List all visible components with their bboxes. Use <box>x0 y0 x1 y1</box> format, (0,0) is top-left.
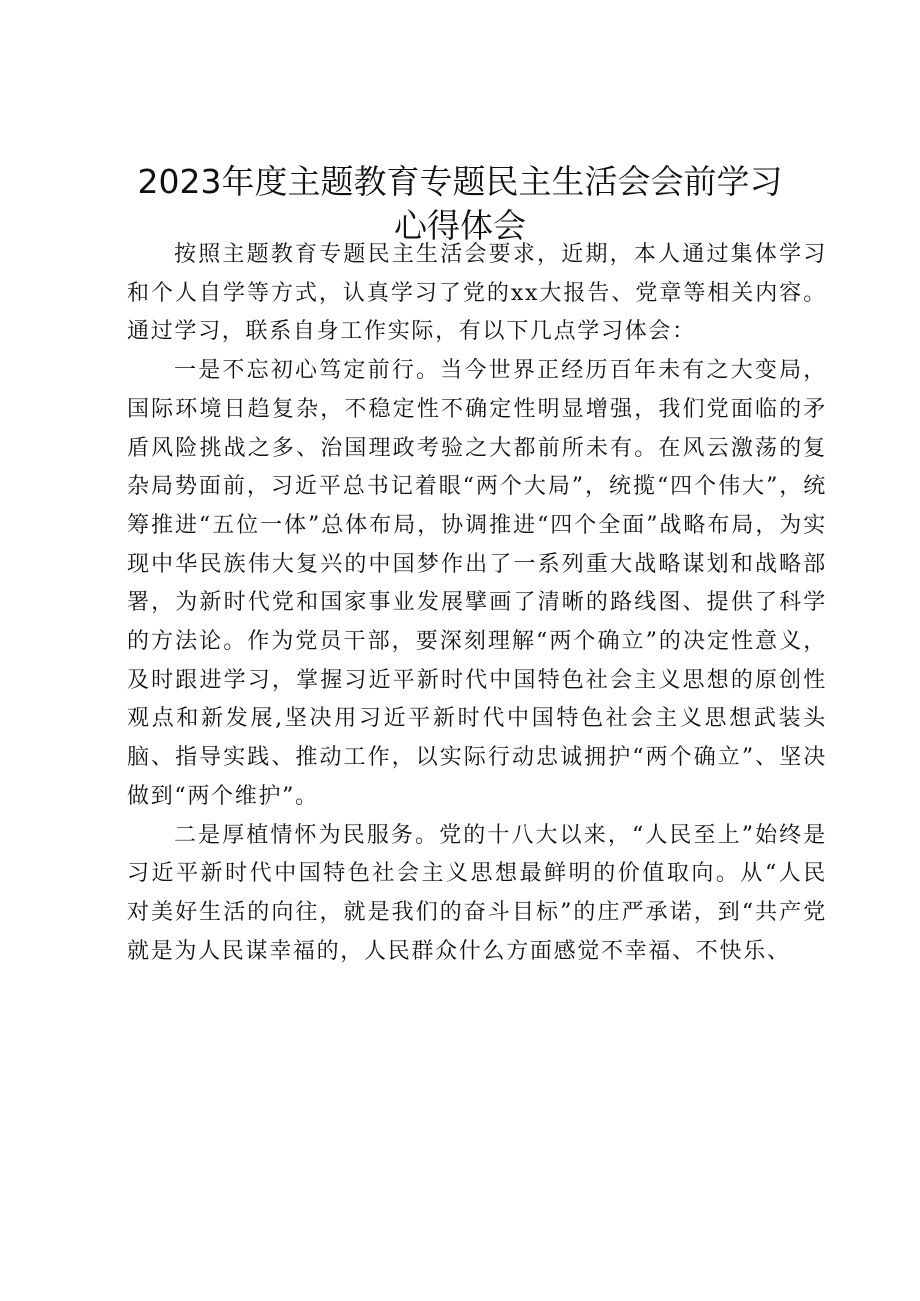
paragraph-intro: 按照主题教育专题民主生活会要求，近期，本人通过集体学习和个人自学等方式，认真学习了党的xx大报告、党章等相关内容。通过学习，联系自身工作实际，有以下几点学习体会： <box>127 242 827 345</box>
title-line-2: 心得体会 <box>394 206 526 245</box>
paragraph-point-two: 二是厚植情怀为民服务。党的十八大以来，“人民至上”始终是习近平新时代中国特色社会主义思想最鲜明的价值取向。从“人民对美好生活的向往，就是我们的奋斗目标”的庄严承诺，到“共产党就是为人民谋幸福的，人民群众什么方面感觉不幸福、不快乐、 <box>127 822 827 964</box>
title-line-1: 2023年度主题教育专题民主生活会会前学习 <box>137 162 783 201</box>
paragraph-point-one: 一是不忘初心笃定前行。当今世界正经历百年未有之大变局，国际环境日趋复杂，不稳定性不确定性明显增强，我们党面临的矛盾风险挑战之多、治国理政考验之大都前所未有。在风云激荡的复杂局势面前，习近平总书记着眼“两个大局”，统揽“四个伟大”，统筹推进“五位一体”总体布局，协调推进“四个全面”战略布局，为实现中华民族伟大复兴的中国梦作出了一系列重大战略谋划和战略部署，为新时代党和国家事业发展擘画了清晰的路线图、提供了科学的方法论。作为党员干部，要深刻理解“两个确立”的决定性意义，及时跟进学习，掌握习近平新时代中国特色社会主义思想的原创性观点和新发展,坚决用习近平新时代中国特色社会主义思想武装头脑、指导实践、推动工作，以实际行动忠诚拥护“两个确立”、坚决做到“两个维护”。 <box>127 358 827 809</box>
document-title <box>90 160 830 248</box>
document-body <box>127 236 827 971</box>
